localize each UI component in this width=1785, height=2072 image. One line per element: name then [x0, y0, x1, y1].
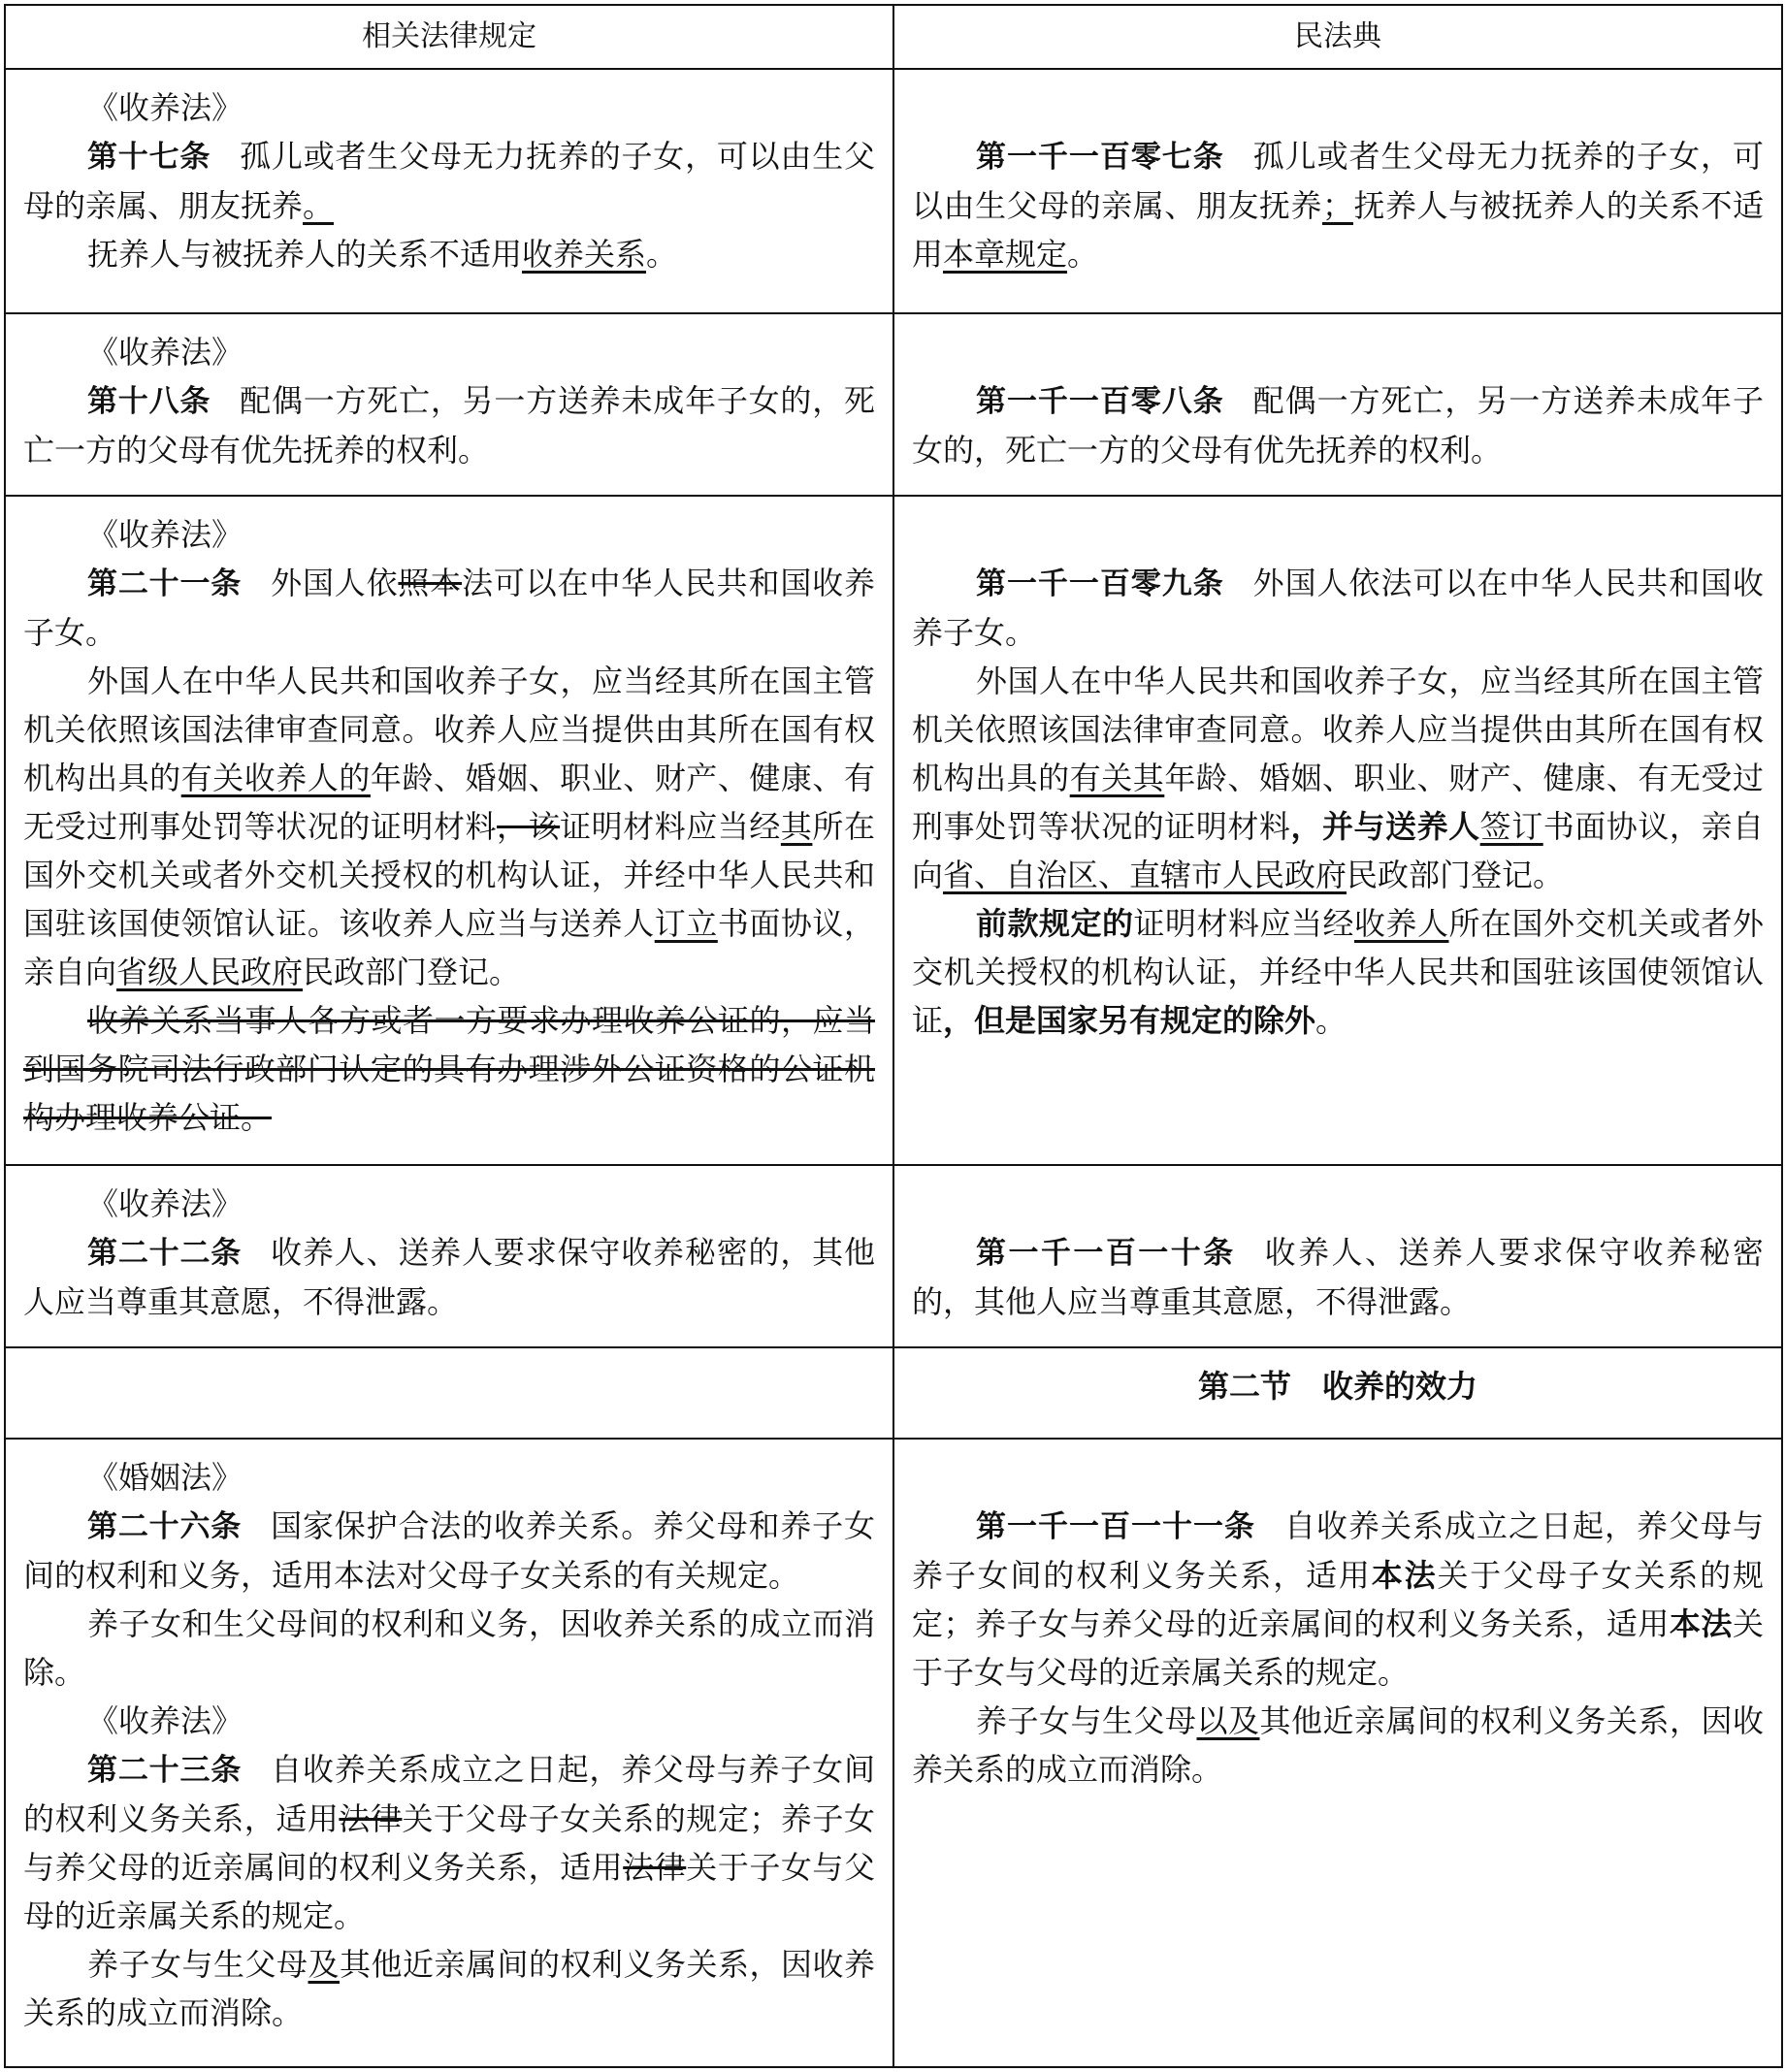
section-row [5, 1347, 1782, 1439]
right-cell [893, 69, 1782, 313]
underlined-text: 省级人民政府 [116, 954, 304, 990]
paragraph [912, 1228, 1764, 1326]
article-number: 第一千一百零七条 [976, 140, 1224, 175]
underlined-text: 。 [303, 187, 335, 224]
article-number: 第一千一百一十条 [976, 1236, 1236, 1271]
text: 收养人、送养人要求保守收养秘密的，其他人应当尊重其意愿，不得泄露。 [23, 1234, 875, 1320]
underlined-text: ； [1321, 187, 1353, 224]
paragraph [912, 376, 1764, 474]
underlined-text: 其 [780, 808, 813, 845]
underlined-text: 及 [308, 1946, 340, 1983]
text: 证明材料应当经 [560, 808, 781, 845]
text: 其他近亲属间的权利义务关系，因收养关系的成立而消除。 [23, 1946, 875, 2031]
spacer [912, 328, 1764, 376]
paragraph [912, 1697, 1764, 1794]
left-cell [5, 1165, 893, 1347]
text: 关于子女与父母的近亲属关系的规定。 [23, 1849, 875, 1934]
law-name: 《收养法》 [87, 334, 243, 371]
law-name: 《收养法》 [87, 1185, 243, 1222]
paragraph [23, 1940, 875, 2037]
text: 国家保护合法的收养关系。养父母和养子女间的权利和义务，适用本法对父母子女关系的有关规定。 [23, 1507, 875, 1594]
table-header-row [5, 5, 1782, 69]
law-name: 《收养法》 [87, 516, 243, 553]
spacer [912, 83, 1764, 132]
text: 证明材料应当经 [1133, 905, 1354, 942]
text: 外国人依法可以在中华人民共和国收养子女。 [912, 565, 1764, 651]
right-cell [893, 1439, 1782, 2067]
underlined-text: 签订 [1479, 808, 1543, 845]
struck-text: 收养关系当事人各方或者一方要求办理收养公证的，应当到国务院司法行政部门认定的具有办理涉外公证资格的公证机构办理收养公证。 [23, 1002, 875, 1136]
paragraph [23, 230, 875, 278]
paragraph [23, 1502, 875, 1600]
underlined-text: 收养人 [1353, 905, 1449, 942]
text: 养子女和生父母间的权利和义务，因收养关系的成立而消除。 [23, 1605, 875, 1691]
article-number: 第二十六条 [87, 1509, 243, 1544]
bold-text: ，但是国家另有规定的除外 [943, 1002, 1316, 1039]
underlined-text: 有关收养人的 [180, 760, 371, 796]
paragraph [23, 559, 875, 657]
paragraph [23, 1745, 875, 1940]
article-number: 第二十一条 [87, 567, 243, 601]
text: 。 [1315, 1002, 1347, 1039]
text: 养子女与生父母 [976, 1702, 1197, 1739]
text: 自收养关系成立之日起，养父母与养子女间的权利义务关系，适用 [912, 1507, 1764, 1594]
paragraph [912, 657, 1764, 899]
paragraph [23, 376, 875, 474]
text: 外国人依 [271, 565, 399, 601]
article-number: 第二十三条 [87, 1753, 243, 1788]
text: 所在国外交机关或者外交机关授权的机构认证，并经中华人民共和国驻该国使领馆认证。该收养人应当与送养人 [23, 808, 875, 942]
text: 。 [646, 236, 678, 273]
text: 关于父母子女关系的规定；养子女与养父母的近亲属间的权利义务关系，适用 [912, 1557, 1764, 1642]
table-row [5, 496, 1782, 1165]
empty-cell [5, 1347, 893, 1439]
text: 民政部门登记。 [303, 954, 521, 990]
text: 外国人在中华人民共和国收养子女，应当经其所在国主管机关依照该国法律审查同意。收养人应当提供由其所在国有权机构出具的 [912, 663, 1764, 796]
text: 外国人在中华人民共和国收养子女，应当经其所在国主管机关依照该国法律审查同意。收养人应当提供由其所在国有权机构出具的 [23, 663, 875, 796]
text: 年龄、婚姻、职业、财产、健康、有无受过刑事处罚等状况的证明材料 [912, 760, 1764, 845]
text: 关于父母子女关系的规定；养子女与养父母的近亲属间的权利义务关系，适用 [23, 1800, 875, 1886]
table-row [5, 1439, 1782, 2067]
spacer [912, 1180, 1764, 1228]
article-number: 第十八条 [87, 384, 211, 419]
section-title: 第二节 收养的效力 [893, 1347, 1782, 1439]
left-cell [5, 313, 893, 496]
table-row [5, 313, 1782, 496]
paragraph [23, 657, 875, 996]
text: 年龄、婚姻、职业、财产、健康、有无受过刑事处罚等状况的证明材料 [23, 760, 875, 845]
underlined-text: 以及 [1196, 1702, 1260, 1739]
left-cell [5, 496, 893, 1165]
paragraph [23, 996, 875, 1142]
struck-text: 法律 [339, 1800, 403, 1837]
text: 民政部门登记。 [1347, 857, 1565, 893]
table-row [5, 69, 1782, 313]
text: 配偶一方死亡，另一方送养未成年子女的，死亡一方的父母有优先抚养的权利。 [23, 382, 875, 469]
left-cell [5, 1439, 893, 2067]
underlined-text: 本章规定 [943, 236, 1068, 273]
bold-text: 本法 [1669, 1605, 1733, 1642]
text: 关于子女与父母的近亲属关系的规定。 [912, 1605, 1764, 1691]
right-cell [893, 1165, 1782, 1347]
right-cell [893, 496, 1782, 1165]
bold-text: 本法 [1371, 1557, 1438, 1594]
text: 配偶一方死亡，另一方送养未成年子女的，死亡一方的父母有优先抚养的权利。 [912, 382, 1764, 469]
law-name: 《收养法》 [87, 1702, 243, 1739]
underlined-text: 省、自治区、直辖市人民政府 [943, 857, 1347, 893]
bold-text: 前款规定的 [976, 905, 1134, 942]
spacer [912, 510, 1764, 559]
article-number: 第一千一百零八条 [976, 384, 1224, 419]
text: 自收养关系成立之日起，养父母与养子女间的权利义务关系，适用 [23, 1751, 875, 1837]
spacer [912, 1453, 1764, 1502]
paragraph [912, 132, 1764, 278]
paragraph [23, 1600, 875, 1697]
text: 其他近亲属间的权利义务关系，因收养关系的成立而消除。 [912, 1702, 1764, 1788]
article-number: 第二十二条 [87, 1236, 243, 1271]
underlined-text: 收养关系 [522, 236, 647, 273]
text: 收养人、送养人要求保守收养秘密的，其他人应当尊重其意愿，不得泄露。 [912, 1234, 1764, 1320]
underlined-text: 有关其 [1069, 760, 1165, 796]
right-cell [893, 313, 1782, 496]
comparison-table [4, 4, 1783, 2068]
text: 抚养人与被抚养人的关系不适用 [912, 187, 1764, 273]
struck-text: 照本 [398, 565, 463, 601]
law-name: 《收养法》 [87, 89, 243, 126]
text: 孤儿或者生父母无力抚养的子女，可以由生父母的亲属、朋友抚养 [912, 138, 1764, 224]
law-name: 《婚姻法》 [87, 1459, 243, 1496]
header-related-laws: 相关法律规定 [5, 5, 893, 69]
text: 书面协议，亲自向 [23, 905, 875, 990]
paragraph [23, 1228, 875, 1326]
paragraph [912, 899, 1764, 1045]
paragraph [23, 132, 875, 230]
article-number: 第十七条 [87, 140, 211, 175]
text: 。 [1067, 236, 1099, 273]
paragraph [912, 1502, 1764, 1697]
left-cell [5, 69, 893, 313]
text: 书面协议，亲自向 [912, 808, 1764, 893]
text: 抚养人与被抚养人的关系不适用 [87, 236, 523, 273]
table-row [5, 1165, 1782, 1347]
text: 所在国外交机关或者外交机关授权的机构认证，并经中华人民共和国驻该国使领馆认证 [912, 905, 1764, 1039]
struck-text: 法律 [623, 1849, 687, 1886]
struck-text: ，该 [497, 808, 561, 845]
article-number: 第一千一百零九条 [976, 567, 1224, 601]
header-civil-code: 民法典 [893, 5, 1782, 69]
text: 法可以在中华人民共和国收养子女。 [23, 565, 875, 651]
text: 孤儿或者生父母无力抚养的子女，可以由生父母的亲属、朋友抚养 [23, 138, 875, 224]
paragraph [912, 559, 1764, 657]
underlined-text: 订立 [654, 905, 718, 942]
bold-text: ，并与送养人 [1290, 808, 1480, 845]
article-number: 第一千一百一十一条 [976, 1509, 1255, 1544]
text: 养子女与生父母 [87, 1946, 308, 1983]
